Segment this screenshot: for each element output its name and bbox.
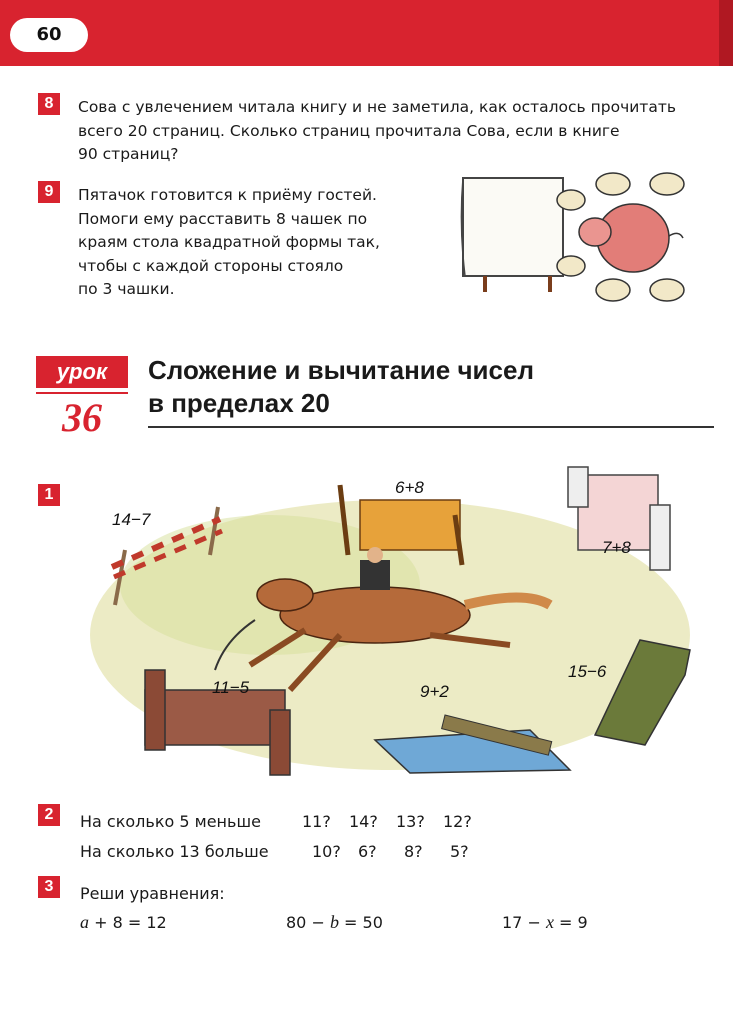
task-9-number: 9 (38, 181, 60, 203)
task-9-line: Помоги ему расставить 8 чашек по (78, 209, 368, 228)
piglet-head (579, 218, 611, 246)
cup-icon (596, 279, 630, 301)
obstacle-label-6-8: 6+8 (395, 478, 424, 497)
task-9-line: по 3 чашки. (78, 280, 175, 298)
task-8-text (78, 96, 718, 167)
lesson-title-line: в пределах 20 (148, 388, 330, 418)
task-2-row-2 (80, 842, 469, 861)
task-2-item: 13? (396, 812, 425, 831)
obstacle-label-15-6: 15−6 (568, 662, 607, 681)
cup-icon (557, 256, 585, 276)
cup-icon (596, 173, 630, 195)
page-header-bar (0, 0, 733, 66)
task-2-item: 5? (450, 842, 469, 861)
obstacle-label-14-7: 14−7 (112, 510, 151, 529)
equation-pre: 80 − (286, 913, 330, 932)
task-2-item: 14? (349, 812, 378, 831)
task-2-item: 11? (302, 812, 331, 831)
equation-rest: + 8 = 12 (89, 913, 167, 932)
obstacle-label-11-5: 11−5 (212, 678, 250, 697)
task-2-row-1-label: На сколько 5 меньше (80, 812, 261, 831)
equation-variable: a (80, 912, 89, 932)
equation-rest: = 9 (553, 913, 588, 932)
lesson-title-line: Сложение и вычитание чисел (148, 355, 534, 385)
lesson-badge: урок (36, 356, 128, 388)
cup-icon (557, 190, 585, 210)
equation-variable: x (545, 912, 554, 932)
equation-2 (286, 912, 383, 933)
cup-icon (650, 279, 684, 301)
task-3-number: 3 (38, 876, 60, 898)
task-1-number: 1 (38, 484, 60, 506)
piglet-table-illustration (455, 166, 695, 306)
table-cloth (463, 178, 563, 276)
equation-rest: = 50 (338, 913, 383, 932)
task-2-row-2-label: На сколько 13 больше (80, 842, 269, 861)
task-3-label: Реши уравнения: (80, 884, 225, 903)
obstacle-label-7-8: 7+8 (602, 538, 631, 557)
task-2-item: 10? (312, 842, 341, 861)
task-2-item: 6? (358, 842, 377, 861)
equation-pre: 17 − (502, 913, 546, 932)
page-number: 60 (10, 18, 88, 52)
task-2-number: 2 (38, 804, 60, 826)
lesson-number: 36 (62, 395, 102, 440)
task-8-line: Сова с увлечением читала книгу и не заметила, как осталось прочитать (78, 98, 676, 116)
equation-1 (80, 912, 167, 933)
task-8-line: всего 20 страниц. Сколько страниц прочитала Сова, если в книге (78, 121, 620, 140)
title-rule (148, 426, 714, 428)
obstacle-label-9-2: 9+2 (420, 682, 449, 701)
cup-icon (650, 173, 684, 195)
task-8-number: 8 (38, 93, 60, 115)
task-2-row-1 (80, 812, 472, 831)
task-9-line: краям стола квадратной формы так, (78, 233, 380, 251)
task-2-item: 12? (443, 812, 472, 831)
task-2-item: 8? (404, 842, 423, 861)
equation-3 (502, 912, 588, 933)
show-jumping-illustration (90, 455, 700, 785)
equation-variable: b (329, 912, 339, 932)
lesson-title (148, 354, 708, 420)
task-8-line: 90 страниц? (78, 145, 179, 163)
task-9-line: чтобы с каждой стороны стояло (78, 256, 344, 275)
task-9-text (78, 184, 428, 302)
task-9-line: Пятачок готовится к приёму гостей. (78, 186, 377, 204)
